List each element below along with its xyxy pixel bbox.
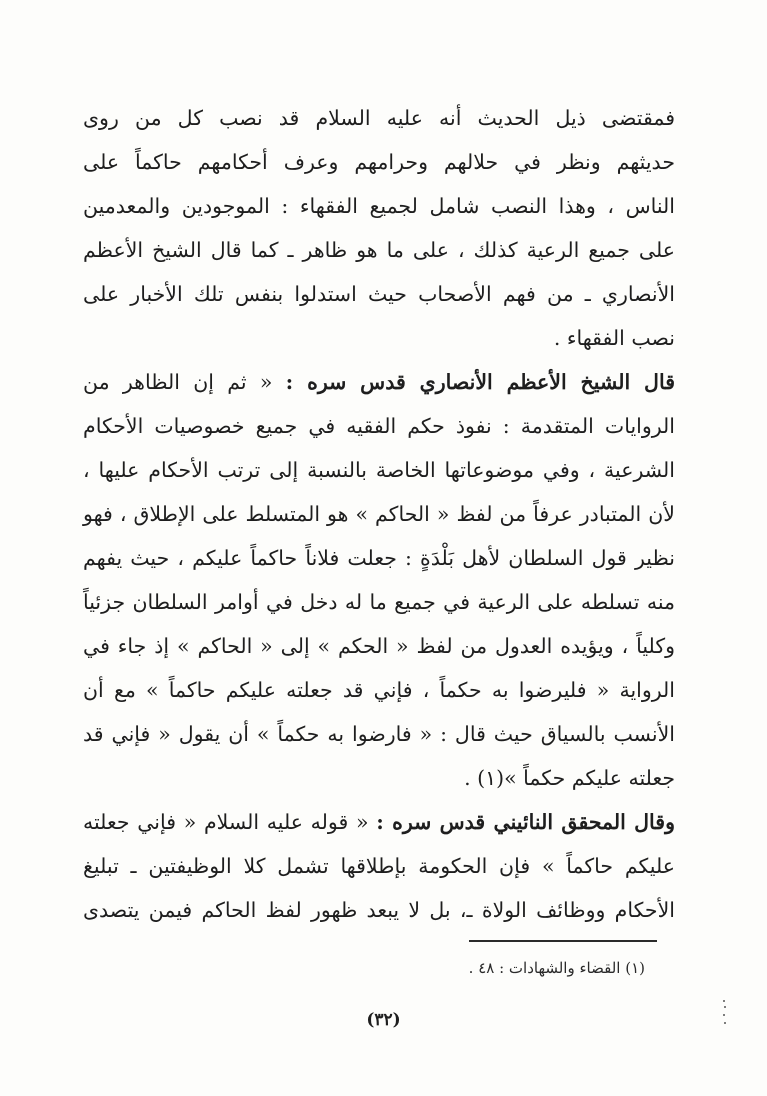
text-line: نصب الفقهاء . [553, 326, 675, 350]
text-line: جعلته عليكم حكماً »(١) . [464, 766, 675, 790]
text-line: الأنصاري ـ من فهم الأصحاب حيث استدلوا بنفس تلك الأخبار على [83, 282, 675, 306]
text-line: لأن المتبادر عرفاً من لفظ « الحاكم » هو المتسلط على الإطلاق ، فهو [83, 502, 675, 526]
text-line: عليكم حاكماً » فإن الحكومة بإطلاقها تشمل كلا الوظيفتين ـ تبليغ [83, 854, 675, 878]
text-line: الشرعية ، وفي موضوعاتها الخاصة بالنسبة إلى ترتب الأحكام عليها ، [83, 458, 675, 482]
text-line: الرواية « فليرضوا به حكماً ، فإني قد جعلته عليكم حاكماً » مع أن [83, 678, 675, 702]
scan-specks [722, 1000, 728, 1030]
text-line: على جميع الرعية كذلك ، على ما هو ظاهر ـ كما قال الشيخ الأعظم [83, 238, 675, 262]
paragraph-lead-line [83, 810, 675, 834]
text-line: حديثهم ونظر في حلالهم وحرامهم وعرف أحكامهم حاكماً على [83, 150, 675, 174]
text-line: الناس ، وهذا النصب شامل لجميع الفقهاء : الموجودين والمعدمين [83, 194, 675, 218]
text-line: وكلياً ، ويؤيده العدول من لفظ « الحكم » إلى « الحاكم » إذ جاء في [83, 634, 675, 658]
paragraph-lead-line [83, 370, 675, 394]
paragraph-lead: قال الشيخ الأعظم الأنصاري قدس سره : [285, 370, 675, 394]
text-fragment: « قوله عليه السلام « فإني جعلته [83, 810, 369, 834]
text-line: فمقتضى ذيل الحديث أنه عليه السلام قد نصب كل من روى [83, 106, 675, 130]
text-line: الروايات المتقدمة : نفوذ حكم الفقيه في جميع خصوصيات الأحكام [83, 414, 675, 438]
footnote: (١) القضاء والشهادات : ٤٨ . [468, 959, 645, 977]
text-line: الأحكام ووظائف الولاة ـ، بل لا يبعد ظهور لفظ الحاكم فيمن يتصدى [83, 898, 675, 922]
text-fragment: « ثم إن الظاهر من [83, 370, 273, 394]
footnote-divider [469, 940, 657, 942]
text-line: الأنسب بالسياق حيث قال : « فارضوا به حكماً » أن يقول « فإني قد [83, 722, 675, 746]
text-line: منه تسلطه على الرعية في جميع ما له دخل في أوامر السلطان جزئياً [83, 590, 675, 614]
page-number: (٣٢) [366, 1010, 401, 1030]
paragraph-lead: وقال المحقق النائيني قدس سره : [376, 810, 675, 834]
text-line: نظير قول السلطان لأهل بَلْدَةٍ : جعلت فلاناً حاكماً عليكم ، حيث يفهم [83, 546, 675, 570]
